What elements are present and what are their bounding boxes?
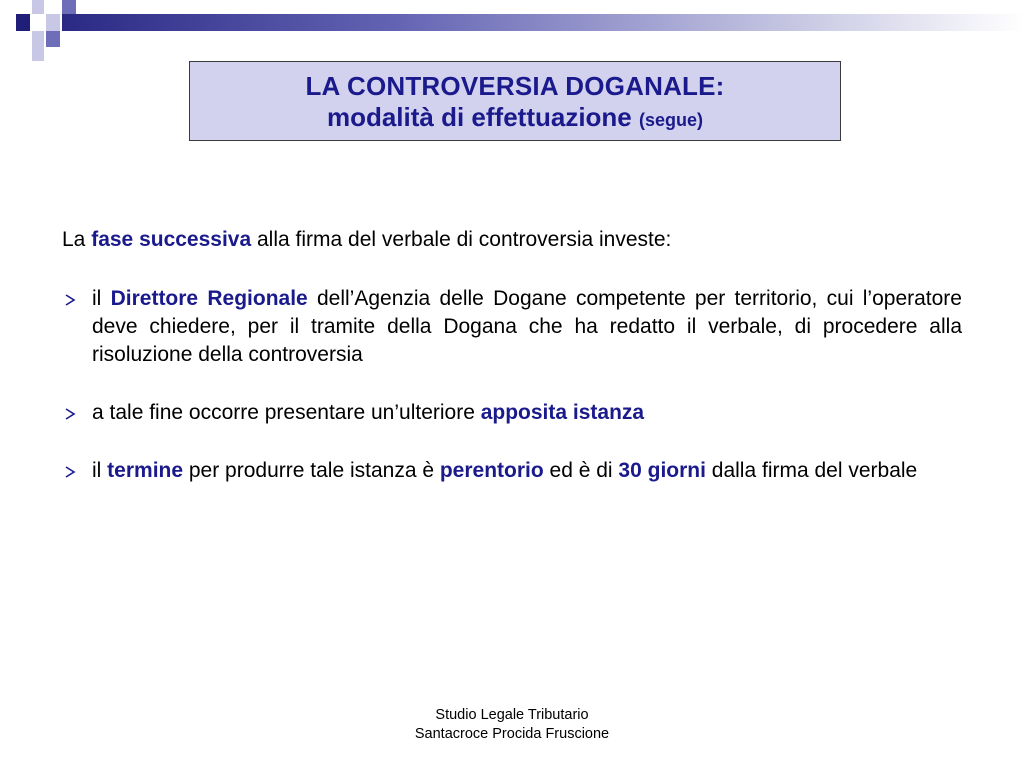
- corner-square-light: [32, 0, 44, 14]
- bullet-text: a tale fine occorre presentare un’ulteriore: [92, 401, 481, 424]
- intro-paragraph: [62, 226, 962, 254]
- arrow-bullet-icon: [64, 466, 76, 478]
- bullet-text: dalla firma del verbale: [705, 459, 918, 482]
- slide-footer: [360, 706, 664, 744]
- intro-text: alla firma del verbale di controversia investe:: [251, 228, 672, 251]
- bullet-text: per produrre tale istanza è: [183, 459, 440, 482]
- footer-line1: Studio Legale Tributario: [435, 707, 589, 723]
- arrow-bullet-icon: [64, 294, 76, 306]
- bullet-item: [62, 399, 962, 427]
- slide-title-box: [189, 61, 841, 141]
- corner-square-light: [32, 31, 44, 47]
- bullet-text: ed è di: [543, 459, 619, 482]
- slide-title: LA CONTROVERSIA DOGANALE:: [305, 71, 725, 101]
- bullet-text: il: [92, 287, 111, 310]
- bullet-item: [62, 457, 962, 485]
- bullet-highlight: termine: [107, 459, 184, 482]
- bullet-text: il: [92, 459, 108, 482]
- bullet-item: [62, 285, 962, 369]
- bullet-highlight: apposita istanza: [480, 401, 645, 424]
- corner-square-mid: [46, 31, 60, 47]
- bullet-text: dell’Agenzia delle Dogane competente per territorio, cui l’operatore deve chiedere, per il tramite della Dogana che ha redatto il verbale, di procedere alla risoluzione della controversia: [92, 287, 962, 366]
- bullet-highlight: perentorio: [439, 459, 544, 482]
- slide-body: [62, 226, 962, 515]
- intro-text: La: [62, 228, 92, 251]
- slide-subtitle-suffix: (segue): [639, 110, 704, 130]
- intro-highlight: fase successiva: [91, 228, 252, 251]
- slide-subtitle: [190, 102, 840, 135]
- slide-subtitle-text: modalità di effettuazione: [326, 102, 632, 132]
- corner-square-light: [32, 47, 44, 61]
- bullet-highlight: 30 giorni: [618, 459, 706, 482]
- footer-line2: Santacroce Procida Fruscione: [414, 726, 610, 742]
- corner-square-dark: [16, 14, 30, 31]
- arrow-bullet-icon: [64, 408, 76, 420]
- corner-square-light: [46, 14, 60, 31]
- bullet-highlight: Direttore Regionale: [110, 287, 308, 310]
- corner-square-mid: [62, 0, 76, 14]
- header-gradient-bar: [62, 14, 1024, 31]
